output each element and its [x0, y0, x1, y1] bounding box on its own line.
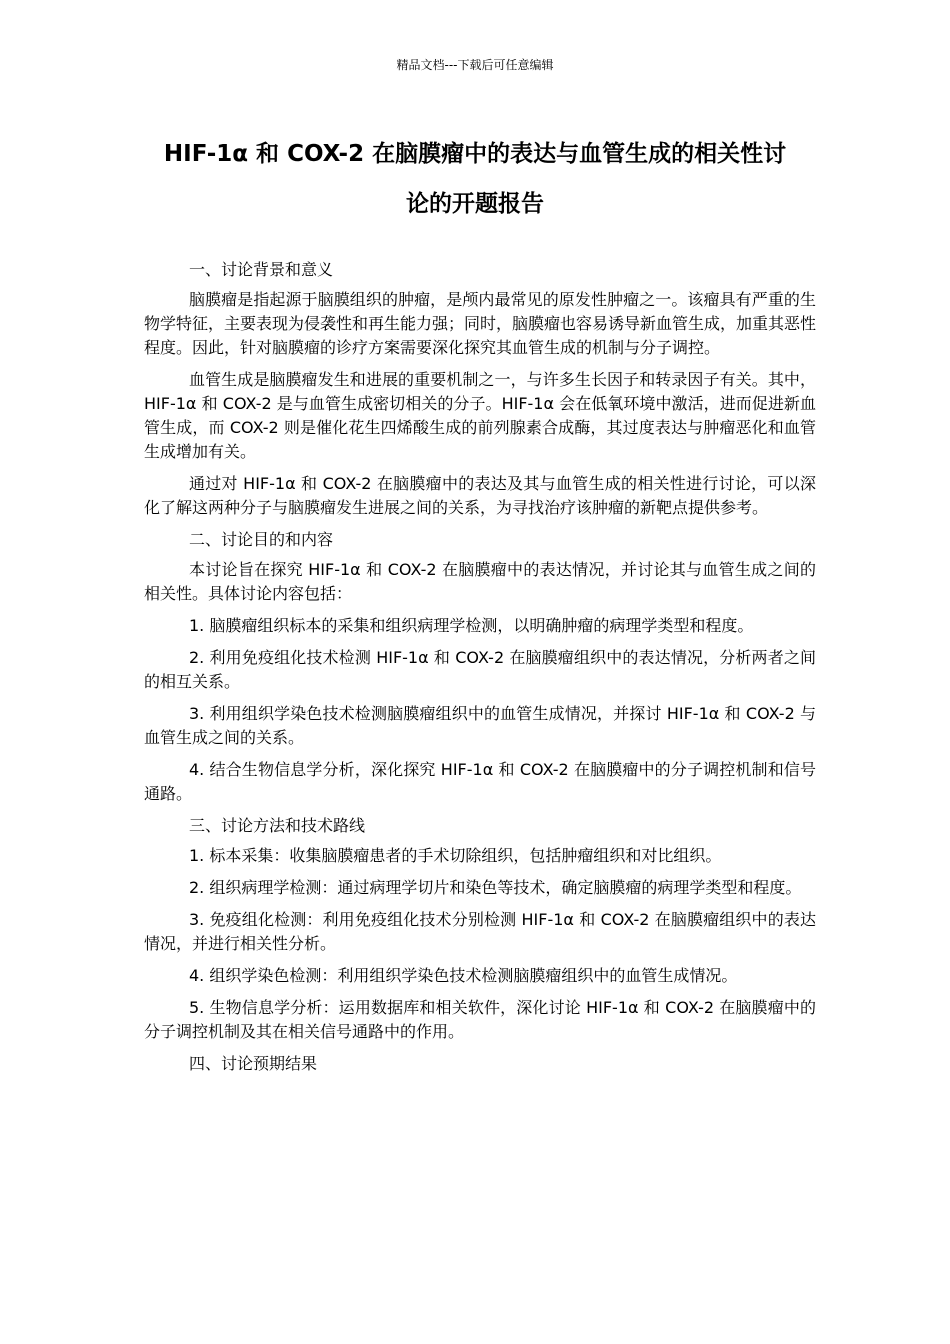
section-heading-methods: 三、讨论方法和技术路线 [189, 816, 366, 835]
document-body [144, 258, 816, 1082]
section-heading-background: 一、讨论背景和意义 [189, 260, 334, 279]
list-item: 1. 标本采集：收集脑膜瘤患者的手术切除组织，包括肿瘤组织和对比组织。 [189, 846, 722, 865]
list-item: 1. 脑膜瘤组织标本的采集和组织病理学检测，以明确肿瘤的病理学类型和程度。 [189, 616, 754, 635]
list-item: 2. 利用免疫组化技术检测 HIF-1α 和 COX-2 在脑膜瘤组织中的表达情况，分析两者之间的相互关系。 [144, 648, 816, 691]
paragraph: 通过对 HIF-1α 和 COX-2 在脑膜瘤中的表达及其与血管生成的相关性进行讨论，可以深化了解这两种分子与脑膜瘤发生进展之间的关系，为寻找治疗该肿瘤的新靶点提供参考。 [144, 474, 816, 517]
list-item: 4. 结合生物信息学分析，深化探究 HIF-1α 和 COX-2 在脑膜瘤中的分子调控机制和信号通路。 [144, 760, 816, 803]
list-item: 3. 利用组织学染色技术检测脑膜瘤组织中的血管生成情况，并探讨 HIF-1α 和 COX-2 与血管生成之间的关系。 [144, 704, 816, 747]
document-title-line-1: HIF-1α 和 COX-2 在脑膜瘤中的表达与血管生成的相关性讨 [163, 141, 787, 167]
paragraph: 血管生成是脑膜瘤发生和进展的重要机制之一，与许多生长因子和转录因子有关。其中，HIF-1α 和 COX-2 是与血管生成密切相关的分子。HIF-1α 会在低氧环境中激活，进而促进新血管生成，而 COX-2 则是催化花生四烯酸生成的前列腺素合成酶，其过度表达与肿瘤恶化和血管生成增加有关。 [144, 370, 816, 461]
list-item: 5. 生物信息学分析：运用数据库和相关软件，深化讨论 HIF-1α 和 COX-2 在脑膜瘤中的分子调控机制及其在相关信号通路中的作用。 [144, 998, 816, 1041]
section-heading-expected-results: 四、讨论预期结果 [189, 1054, 318, 1073]
list-item: 2. 组织病理学检测：通过病理学切片和染色等技术，确定脑膜瘤的病理学类型和程度。 [189, 878, 802, 897]
paragraph: 脑膜瘤是指起源于脑膜组织的肿瘤，是颅内最常见的原发性肿瘤之一。该瘤具有严重的生物学特征，主要表现为侵袭性和再生能力强；同时，脑膜瘤也容易诱导新血管生成，加重其恶性程度。因此，针对脑膜瘤的诊疗方案需要深化探究其血管生成的机制与分子调控。 [144, 290, 817, 357]
list-item: 3. 免疫组化检测：利用免疫组化技术分别检测 HIF-1α 和 COX-2 在脑膜瘤组织中的表达情况，并进行相关性分析。 [144, 910, 816, 953]
section-heading-objectives: 二、讨论目的和内容 [189, 530, 334, 549]
paragraph: 本讨论旨在探究 HIF-1α 和 COX-2 在脑膜瘤中的表达情况，并讨论其与血管生成之间的相关性。具体讨论内容包括： [144, 560, 816, 603]
list-item: 4. 组织学染色检测：利用组织学染色技术检测脑膜瘤组织中的血管生成情况。 [189, 966, 738, 985]
page-header: 精品文档---下载后可任意编辑 [396, 58, 554, 72]
document-title-line-2: 论的开题报告 [406, 191, 544, 217]
